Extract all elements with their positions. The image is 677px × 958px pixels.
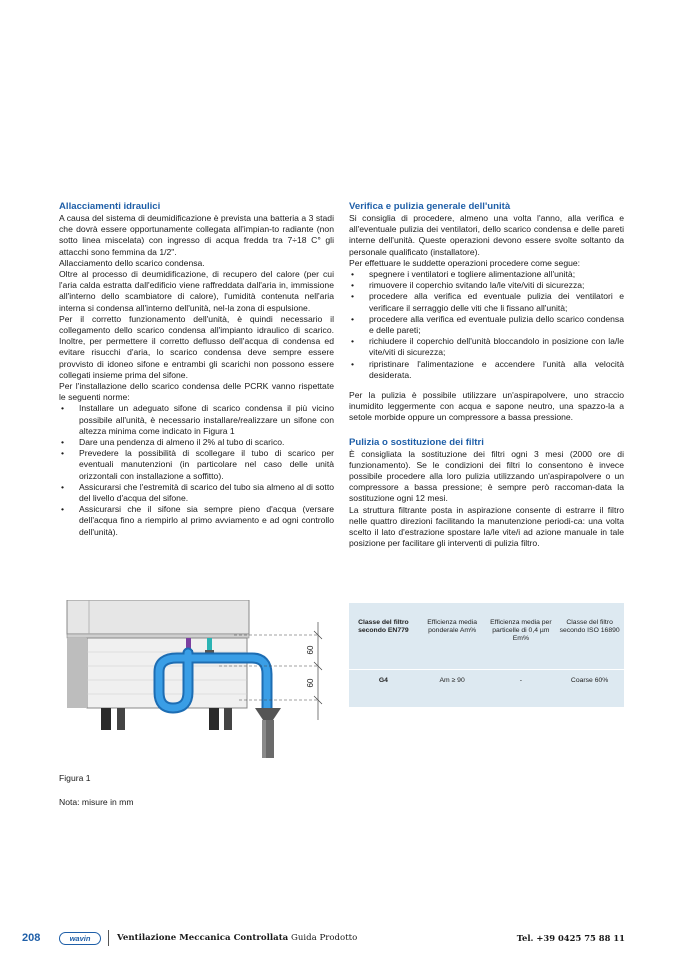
paragraph: È consigliata la sostituzione dei filtri ogni 3 mesi (2000 ore di funzionamento). Se le condizioni dei filtri lo consentono è invece possibile procedere alla loro pulizia utilizzando un'aspirapolvere o un compressore a bassa pressione; è sempre però raccoman-data la sostituzione ogni 12 mesi.: [349, 448, 624, 504]
paragraph: Per effettuare le suddette operazioni procedere come segue:: [349, 257, 581, 268]
right-column: [349, 201, 624, 549]
footer-phone: Tel. +39 0425 75 88 11: [516, 933, 625, 943]
table-header-cell: Efficienza media per particelle di 0,4 µm Em%: [490, 619, 552, 643]
list-item: • rimuovere il coperchio svitando la/le vite/viti di sicurezza;: [349, 280, 624, 291]
table-header-cell: Efficienza media ponderale Am%: [427, 619, 477, 635]
list-item: • Assicurarsi che il sifone sia sempre pieno d'acqua (versare dell'acqua fino a riempirlo al primo avviamento e ad ogni controllo dell'unità).: [59, 504, 334, 538]
list-item: • Prevedere la possibilità di scollegare il tubo di scarico per eventuali manutenzioni (in particolare nel caso delle unità orizzontali con installazione a soffitto).: [59, 448, 334, 482]
heading-allacciamenti: Allacciamenti idraulici: [59, 201, 161, 212]
heading-filtri: Pulizia o sostituzione dei filtri: [349, 436, 484, 448]
paragraph: A causa del sistema di deumidificazione è prevista una batteria a 3 stadi che dovrà essere opportunamente collegata all'impian-to radiante (non sotto linea miscelata) con ingresso di acqua fredda tra 7÷18 C° gli attacchi sono femmina da 1/2".: [59, 213, 334, 257]
footer: [0, 931, 677, 947]
paragraph: Si consiglia di procedere, almeno una volta l'anno, alla verifica e all'eventuale pulizia dei ventilatori, dello scarico condensa e delle pareti interne dell'unità. Queste operazioni devono essere svolte soltanto da personale qualificato (installatore).: [349, 213, 624, 257]
table-cell: G4: [378, 677, 388, 684]
table-header-row: [349, 603, 624, 670]
page-number: 208: [22, 932, 41, 944]
dimension-label: 60: [306, 645, 315, 655]
list-item: • spegnere i ventilatori e togliere alimentazione all'unità;: [349, 269, 624, 280]
table-header-cell: Classe del filtro secondo ISO 16890: [559, 619, 620, 635]
paragraph: Per la pulizia è possibile utilizzare un'aspirapolvere, uno straccio inumidito leggermente con acqua e sapone neutro, una spazzo-la a setole morbide oppure un compressore a bassa pressione.: [349, 390, 624, 423]
bullet-list: [349, 269, 624, 381]
table-cell: Coarse 60%: [570, 677, 609, 684]
list-item: • procedere alla verifica ed eventuale pulizia dei ventilatori e verificare il serraggio delle viti che li fissano all'unità;: [349, 291, 624, 313]
table-header-cell: Classe del filtro secondo EN779: [358, 619, 409, 635]
list-item: • procedere alla verifica ed eventuale pulizia dello scarico condensa e delle pareti;: [349, 314, 624, 336]
paragraph: Allacciamento dello scarico condensa.: [59, 257, 205, 268]
left-column: [59, 201, 334, 538]
siphon-diagram: [59, 600, 334, 760]
footer-title: [117, 933, 357, 943]
paragraph: Oltre al processo di deumidificazione, di recupero del calore (per cui l'aria calda estratta dall'edificio viene raffreddata dall'aria in, immissione all'interno dello scambiatore di calore), l'umidità contenuta nell'aria interna si condensa all'interno dell'unità, nel-la zona di espulsione.: [59, 269, 334, 313]
divider: [108, 930, 109, 946]
list-item: • Dare una pendenza di almeno il 2% al tubo di scarico.: [59, 437, 334, 448]
list-item: • ripristinare l'alimentazione e accendere l'unità alla velocità desiderata.: [349, 359, 624, 381]
heading-verifica: Verifica e pulizia generale dell'unità: [349, 201, 511, 212]
footer-title-bold: Ventilazione Meccanica Controllata: [117, 933, 289, 943]
dimension-label: 60: [306, 678, 315, 688]
figure-caption: Figura 1: [59, 773, 91, 783]
table-row: [349, 670, 624, 697]
paragraph: Per il corretto funzionamento dell'unità, è quindi necessario il collegamento dello scarico condensa all'impianto idraulico di scarico. Inoltre, per permettere il corretto deflusso dell'acqua di condensa ed evitare risucchi d'aria, lo scarico condensa deve sempre essere provvisto di idoneo sifone e entrambi gli scarichi non possono essere collegati insieme prima del sifone.: [59, 313, 334, 380]
table-cell: Am ≥ 90: [439, 677, 465, 684]
bullet-list: [59, 403, 334, 537]
paragraph: Per l'installazione dello scarico condensa delle PCRK vanno rispettate le seguenti norme:: [59, 381, 334, 403]
table-cell: -: [519, 677, 522, 684]
list-item: • Assicurarsi che l'estremità di scarico del tubo sia almeno al di sotto del livello d'acqua del sifone.: [59, 482, 334, 504]
siphon-figure: [59, 600, 334, 760]
paragraph: La struttura filtrante posta in aspirazione consente di estrarre il filtro nelle quattro direzioni facilitando la manutenzione periodi-ca: una volta scelto il lato d'estrazione spostare la/le vite/i ad azione manuale in tale posizione per facilitare gli interventi di pulizia filtro.: [349, 504, 624, 549]
wavin-logo: wavin: [59, 932, 101, 945]
filter-class-table: [349, 603, 624, 707]
figure-note: Nota: misure in mm: [59, 797, 134, 807]
list-item: • richiudere il coperchio dell'unità bloccandolo in posizione con la/le vite/viti di sicurezza;: [349, 336, 624, 358]
list-item: • Installare un adeguato sifone di scarico condensa il più vicino possibile all'unità, è necessario installare/realizzare un sifone con altezza minima come indicato in Figura 1: [59, 403, 334, 437]
footer-title-rest: Guida Prodotto: [290, 933, 358, 943]
